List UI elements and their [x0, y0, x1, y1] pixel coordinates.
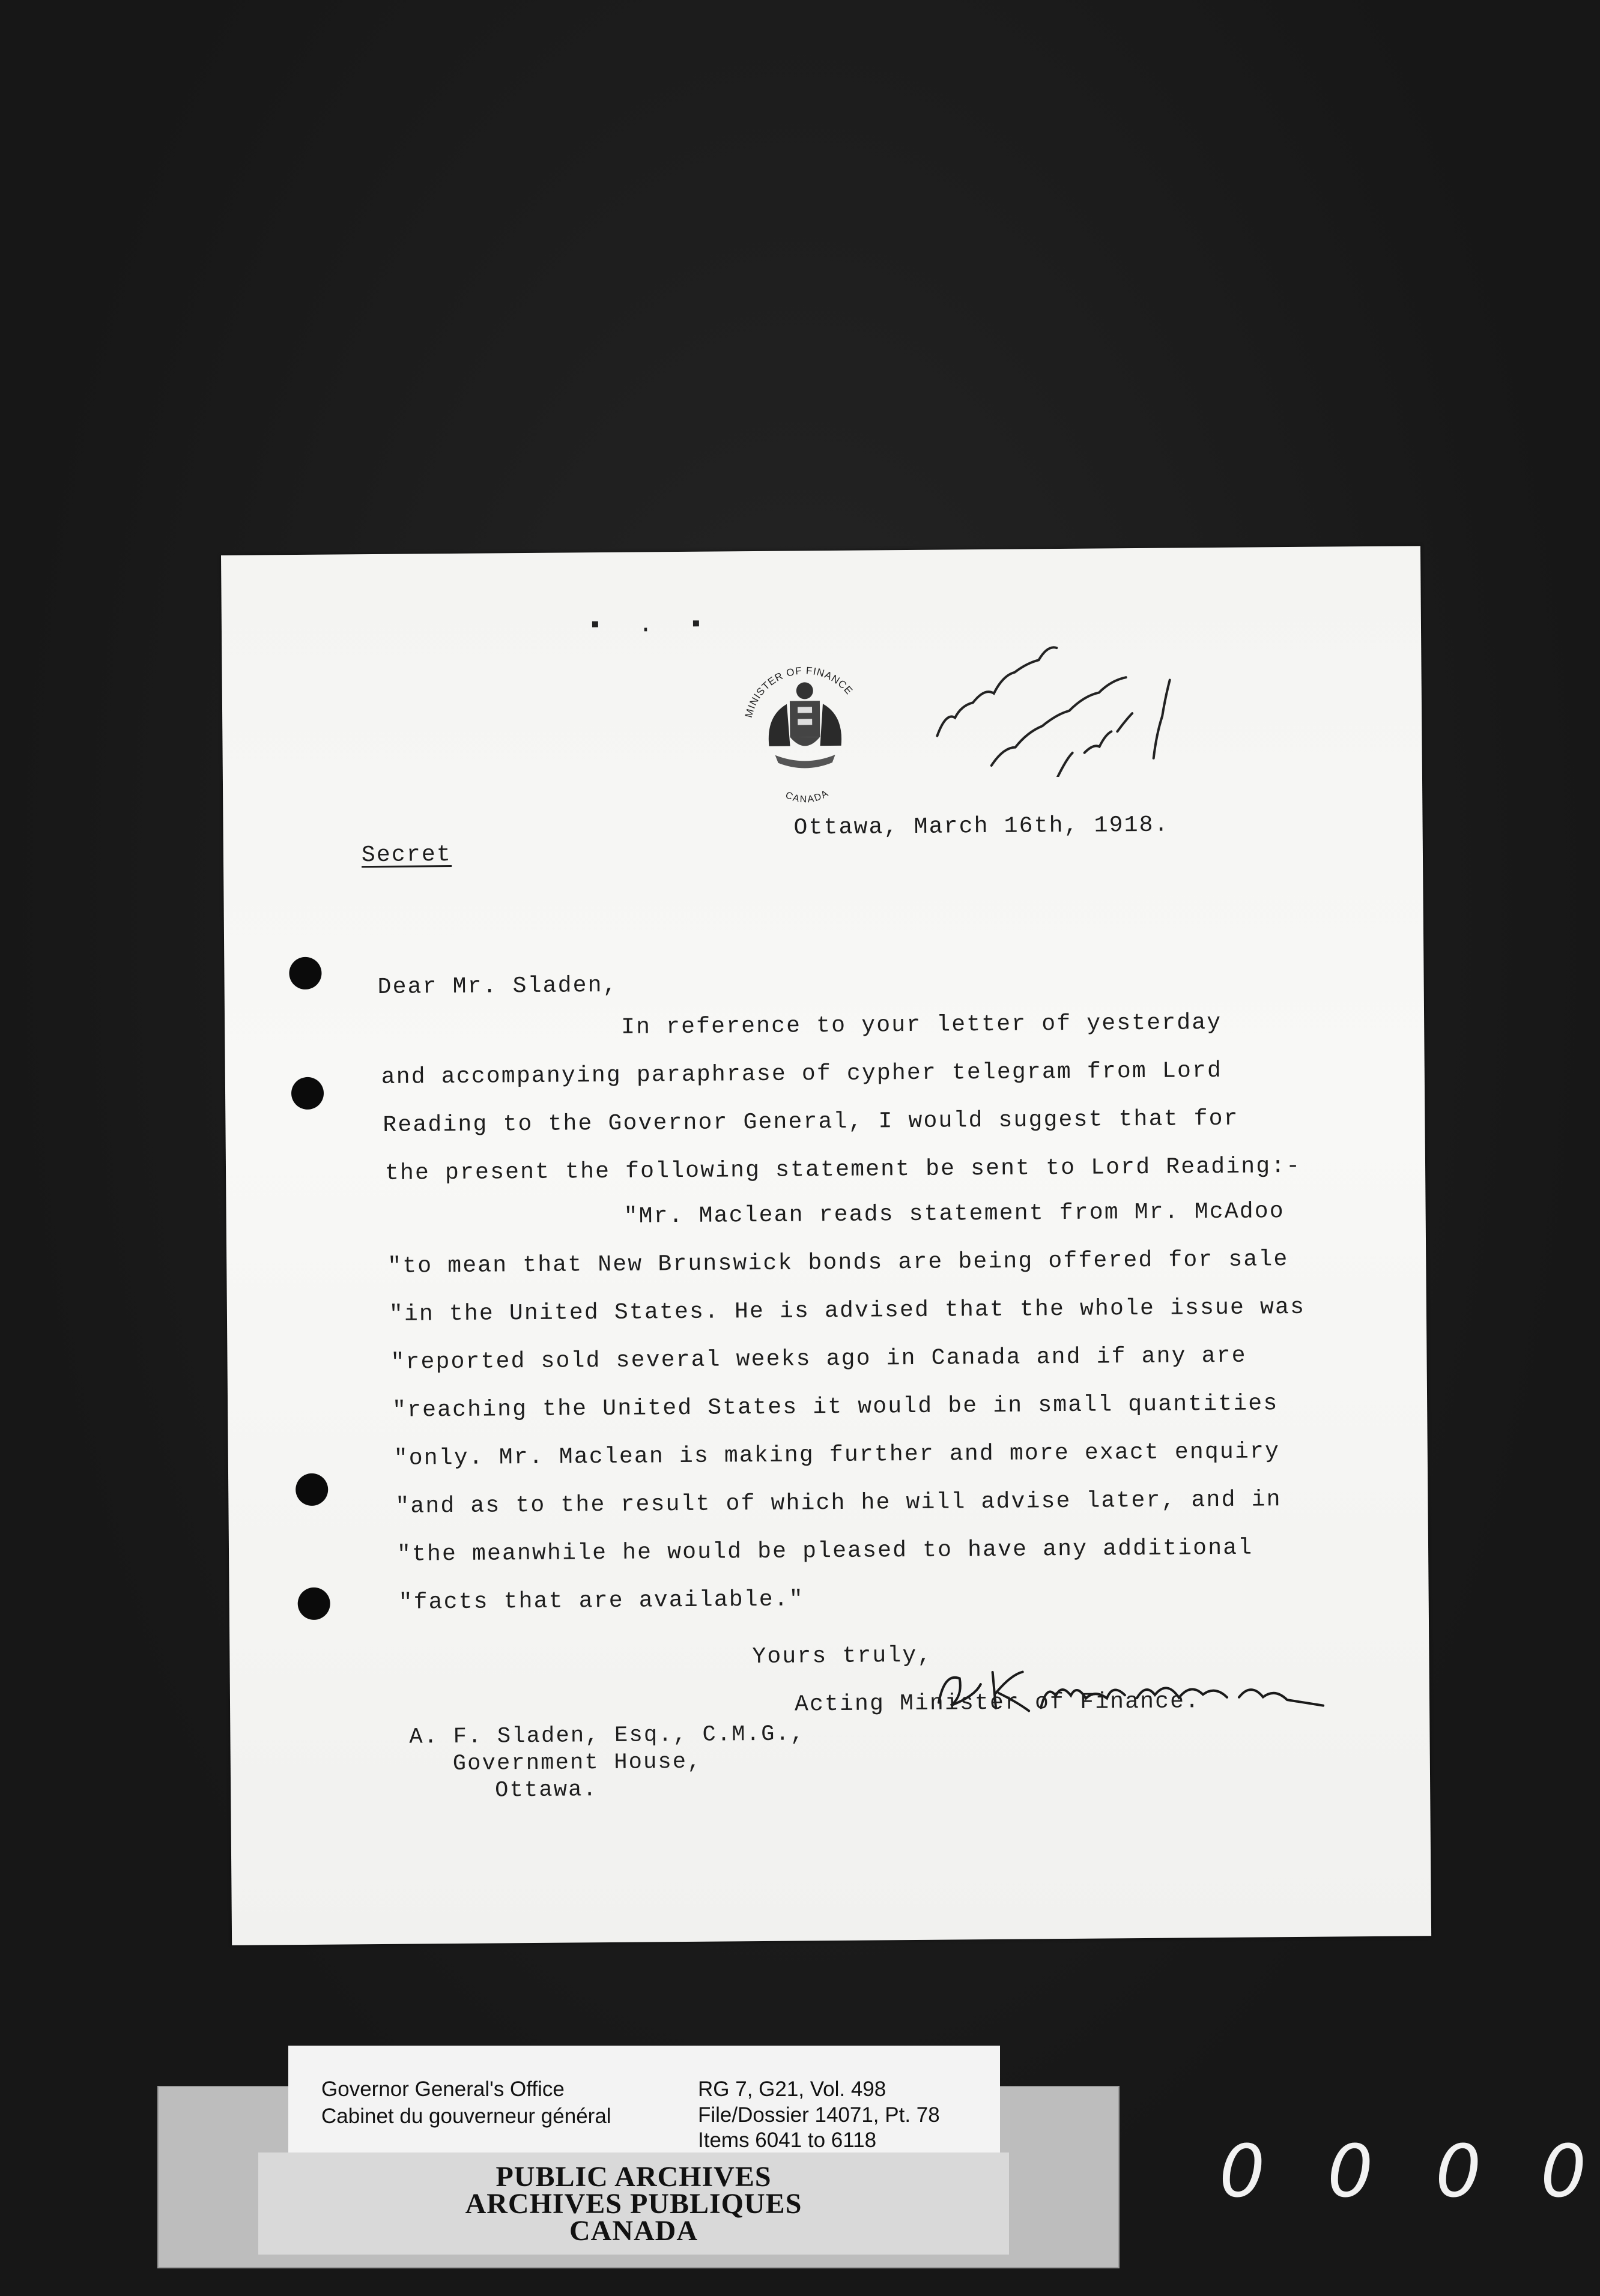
body-line: the present the following statement be sent to Lord Reading:-: [384, 1153, 1302, 1186]
body-line: In reference to your letter of yesterday: [621, 1009, 1222, 1041]
office-en: Governor General's Office: [321, 2077, 565, 2101]
handwritten-margin-note: [918, 596, 1172, 778]
punch-hole: [289, 957, 321, 989]
quote-line: "the meanwhile he would be pleased to have any additional: [396, 1535, 1253, 1568]
archive-file: File/Dossier 14071, Pt. 78: [698, 2103, 940, 2127]
office-fr: Cabinet du gouverneur général: [321, 2104, 611, 2128]
frame-number-digit: 0: [1435, 2130, 1482, 2214]
frame-number-digit: 0: [1541, 2130, 1587, 2214]
addressee-line: Ottawa.: [495, 1777, 598, 1804]
quote-line: "reaching the United States it would be in small quantities: [392, 1391, 1279, 1424]
body-line: and accompanying paraphrase of cypher telegram from Lord: [381, 1057, 1223, 1090]
quote-line: "Mr. Maclean reads statement from Mr. McAdoo: [623, 1198, 1285, 1230]
crest-text-bottom: CANADA: [784, 788, 831, 805]
punch-hole: [295, 1473, 328, 1506]
closing: Yours truly,: [752, 1642, 933, 1670]
quote-line: "facts that are available.": [398, 1586, 804, 1616]
crest-text-top: MINISTER OF FINANCE: [742, 665, 855, 719]
minister-of-finance-crest: [732, 655, 877, 806]
body-line: Reading to the Governor General, I would suggest that for: [383, 1105, 1239, 1138]
quote-line: "to mean that New Brunswick bonds are being offered for sale: [387, 1246, 1289, 1279]
archive-reference: RG 7, G21, Vol. 498: [698, 2077, 886, 2101]
filing-marks: ▪ . ▪: [587, 611, 715, 640]
signer-title: Acting Minister of Finance.: [794, 1688, 1201, 1718]
punch-hole: [298, 1588, 330, 1620]
quote-line: "reported sold several weeks ago in Canada and if any are: [390, 1343, 1247, 1376]
date-line: Ottawa, March 16th, 1918.: [793, 812, 1169, 841]
classification-heading: Secret: [361, 842, 452, 869]
quote-line: "and as to the result of which he will advise later, and in: [395, 1487, 1282, 1520]
archive-stamp-line: ARCHIVES PUBLIQUES: [465, 2188, 802, 2220]
salutation: Dear Mr. Sladen,: [377, 972, 618, 1000]
frame-number-digit: 0: [1219, 2130, 1265, 2214]
quote-line: "only. Mr. Maclean is making further and more exact enquiry: [393, 1439, 1280, 1472]
quote-line: "in the United States. He is advised that the whole issue was: [389, 1294, 1306, 1328]
archive-stamp-line: PUBLIC ARCHIVES: [495, 2161, 772, 2193]
archive-stamp-line: CANADA: [569, 2215, 698, 2247]
svg-text:CANADA: [784, 788, 831, 805]
frame-number-digit: 0: [1327, 2130, 1374, 2214]
addressee-line: Government House,: [452, 1749, 702, 1777]
addressee-line: A. F. Sladen, Esq., C.M.G.,: [409, 1721, 805, 1750]
letter-sheet: [221, 546, 1431, 1945]
archive-items: Items 6041 to 6118: [698, 2128, 877, 2152]
punch-hole: [291, 1077, 324, 1110]
